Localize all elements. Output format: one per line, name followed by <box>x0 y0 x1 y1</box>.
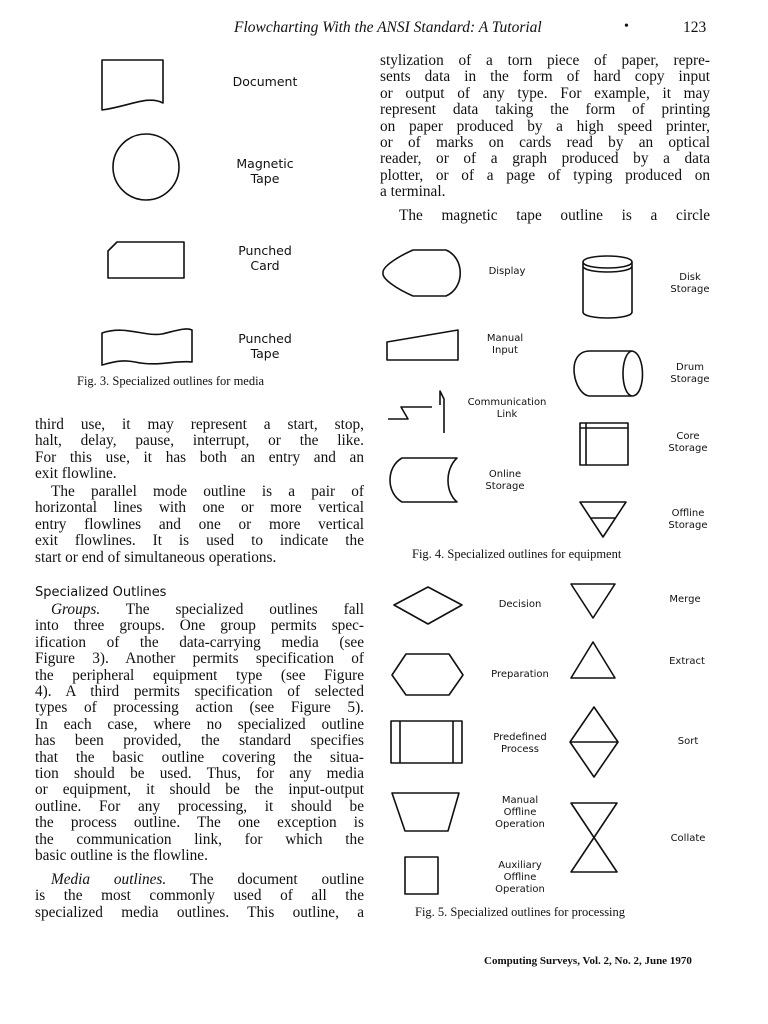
text-line: or of marks on cards read by an optical <box>380 134 710 152</box>
text-line: entry flowlines and one or more vertical <box>35 515 364 533</box>
communication-link-shape <box>388 391 444 433</box>
fig5-label-sort: Sort <box>677 736 699 747</box>
text-line: into three groups. One group permits spec- <box>35 617 364 635</box>
text-line: specialized media outlines. This outline, a <box>35 903 364 921</box>
core-storage-shape <box>580 423 628 465</box>
fig4-label-core-storage: Core Storage <box>668 431 708 454</box>
text-line-tail: The specialized outlines fall <box>100 601 364 618</box>
text-line: start or end of simultaneous operations. <box>35 548 277 566</box>
fig3-caption: Fig. 3. Specialized outlines for media <box>77 374 265 388</box>
text-line: the peripheral equipment type (see Figure <box>35 666 364 684</box>
magnetic-tape-shape <box>113 134 179 200</box>
text-line: exit flowline. <box>35 465 117 483</box>
header-separator: • <box>624 19 629 34</box>
footer-journal: Computing Surveys, Vol. 2, No. 2, June 1970 <box>484 955 692 967</box>
right-column-paragraph-2 <box>399 208 710 224</box>
text-line: The parallel mode outline is a pair of <box>51 483 364 500</box>
text-line: The magnetic tape outline is a circle <box>399 207 710 224</box>
text-line: In each case, where no specialized outline <box>35 715 364 733</box>
predefined-process-shape <box>391 721 462 763</box>
text-line-tail: The document outline <box>166 871 364 888</box>
fig3-label-punched-card: Punched Card <box>238 243 292 273</box>
running-title: Flowcharting With the ANSI Standard: A Tutorial <box>234 19 542 36</box>
fig5-label-decision: Decision <box>498 599 542 610</box>
fig5-label-collate: Collate <box>670 833 706 844</box>
fig4-label-manual-input: Manual Input <box>486 333 524 356</box>
punched-card-shape <box>108 242 184 278</box>
text-line: a terminal. <box>380 183 446 201</box>
left-paragraph-1 <box>35 417 364 483</box>
display-shape <box>383 250 460 296</box>
fig4-label-online-storage: Online Storage <box>485 469 525 492</box>
groups-heading: Groups. <box>51 601 101 618</box>
fig4-caption: Fig. 4. Specialized outlines for equipment <box>412 547 622 561</box>
auxiliary-offline-operation-shape <box>405 857 438 894</box>
punched-tape-shape <box>102 329 192 365</box>
manual-input-shape <box>387 330 458 360</box>
fig5-caption: Fig. 5. Specialized outlines for processing <box>415 905 626 919</box>
fig5-label-extract: Extract <box>669 656 705 667</box>
drum-storage-shape <box>574 351 642 396</box>
text-line: is the most commonly used of all the <box>35 887 364 905</box>
text-line: or output of any type. For example, it may <box>380 84 710 102</box>
text-line: the process outline. The one exception is <box>35 814 364 832</box>
fig5-label-predefined-process: Predefined Process <box>493 732 547 755</box>
fig4-label-display: Display <box>488 266 526 277</box>
fig5-label-merge: Merge <box>669 594 701 605</box>
text-line: outline. For any processing, it should be <box>35 797 364 815</box>
text-line: that the basic outline covering the situa- <box>35 748 364 766</box>
text-line: ification of the data-carrying media (see <box>35 633 364 651</box>
section-heading: Specialized Outlines <box>35 585 167 600</box>
text-line: basic outline is the flowline. <box>35 847 208 865</box>
fig4-label-communication-link: Communication Link <box>467 397 547 420</box>
text-line: on paper produced by a high speed printer, <box>380 117 710 135</box>
text-line: reader, or of a graph produced by a data <box>380 150 710 168</box>
fig4-label-disk-storage: Disk Storage <box>670 272 710 295</box>
left-paragraph-2 <box>35 484 364 566</box>
fig4-label-offline-storage: Offline Storage <box>668 508 708 531</box>
fig3-label-magnetic-tape: Magnetic Tape <box>236 156 294 186</box>
text-line: plotter, or of a page of typing produced on <box>380 166 710 184</box>
media-outlines-heading: Media outlines. <box>51 871 167 888</box>
document-shape <box>102 60 163 110</box>
fig4-label-drum-storage: Drum Storage <box>670 362 710 385</box>
text-line: has been provided, the standard specifies <box>35 732 364 750</box>
disk-storage-shape <box>583 256 632 318</box>
text-line: or equipment, it should be the input-output <box>35 781 364 799</box>
text-line: exit flowlines. It is used to indicate the <box>35 532 364 550</box>
right-column-paragraph <box>380 53 710 201</box>
text-line: stylization of a torn piece of paper, repre- <box>380 52 710 69</box>
fig5-label-manual-offline-operation: Manual Offline Operation <box>495 795 545 830</box>
text-line <box>35 872 364 888</box>
preparation-shape <box>392 654 463 695</box>
text-line: sents data in the form of hard copy input <box>380 68 710 86</box>
manual-offline-operation-shape <box>392 793 459 831</box>
fig5-label-auxiliary-offline-operation: Auxiliary Offline Operation <box>495 860 545 895</box>
page-number: 123 <box>683 19 707 36</box>
text-line: third use, it may represent a start, stop, <box>35 416 364 433</box>
text-line: the communication link, for which the <box>35 830 364 848</box>
sort-shape <box>570 707 618 777</box>
text-line: halt, delay, pause, interrupt, or the like. <box>35 432 364 450</box>
merge-shape <box>571 584 615 618</box>
left-paragraph-4 <box>35 872 364 921</box>
left-paragraph-3 <box>35 602 364 865</box>
text-line: tion should be used. Thus, for any media <box>35 765 364 783</box>
offline-storage-shape <box>580 502 626 537</box>
text-line: types of processing action (see Figure 5). <box>35 699 364 717</box>
text-line: For this use, it has both an entry and an <box>35 448 364 466</box>
collate-shape <box>571 803 617 872</box>
fig5-label-preparation: Preparation <box>491 669 549 680</box>
text-line: 4). A third permits specification of selected <box>35 683 364 701</box>
text-line: represent data taking the form of printing <box>380 101 710 119</box>
decision-shape <box>394 587 462 624</box>
text-line: Figure 3). Another permits specification of <box>35 650 364 668</box>
online-storage-shape <box>390 458 457 502</box>
text-line: horizontal lines with one or more vertical <box>35 499 364 517</box>
fig3-label-punched-tape: Punched Tape <box>238 331 292 361</box>
text-line <box>35 602 364 618</box>
fig3-label-document: Document <box>232 74 298 89</box>
extract-shape <box>571 642 615 678</box>
